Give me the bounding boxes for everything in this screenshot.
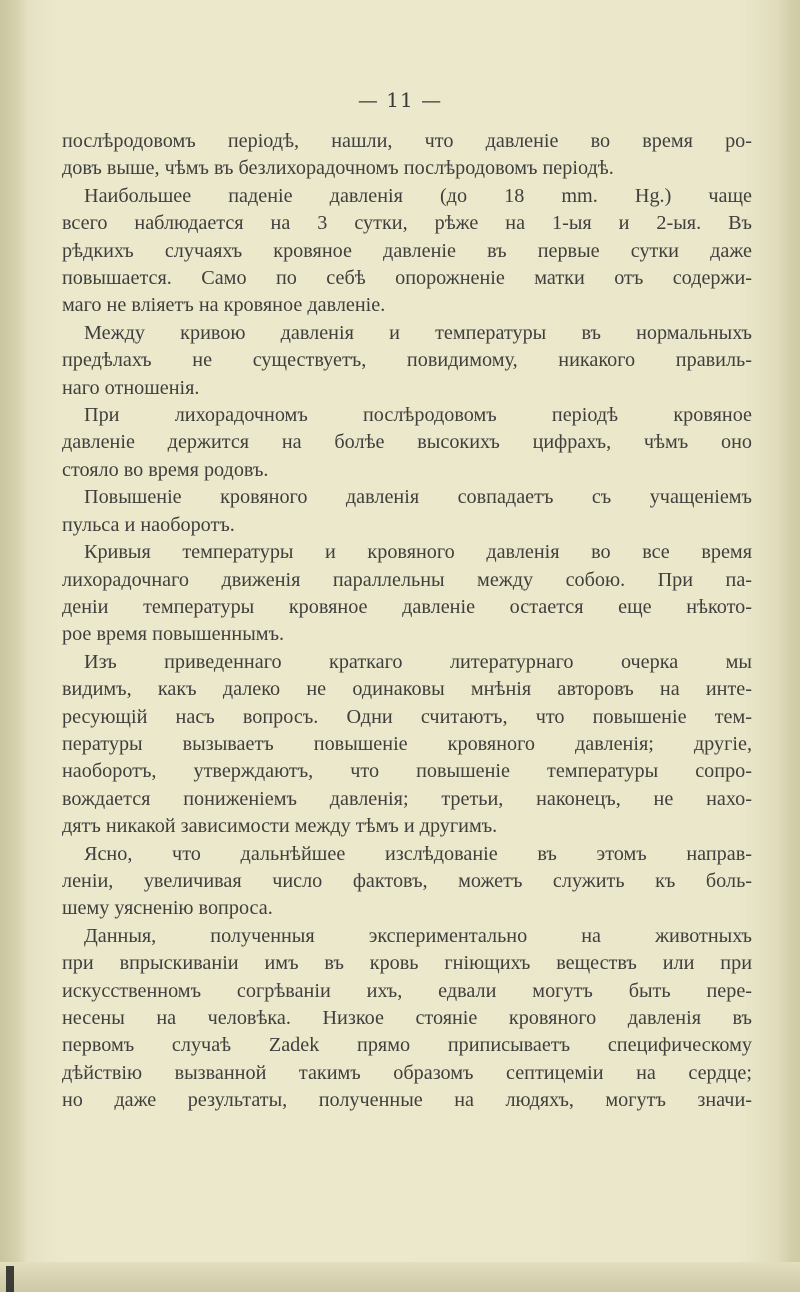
text-line: но даже результаты, полученные на людяхъ, могутъ значи- — [62, 1089, 752, 1112]
text-line: пературы вызываетъ повышеніе кровяного давленія; другіе, — [62, 732, 752, 755]
text-line: всего наблюдается на 3 сутки, рѣже на 1-ыя и 2-ыя. Въ — [62, 212, 752, 235]
text-line: леніи, увеличивая число фактовъ, можетъ служить къ боль- — [62, 869, 752, 892]
text-line: пульса и наоборотъ. — [62, 513, 235, 536]
text-line: При лихорадочномъ послѣродовомъ періодѣ кровяное — [84, 404, 752, 427]
text-line: Между кривою давленія и температуры въ нормальныхъ — [84, 321, 752, 344]
page-bottom-edge — [0, 1262, 800, 1292]
text-line: Повышеніе кровяного давленія совпадаетъ съ учащеніемъ — [84, 486, 752, 509]
text-line: наоборотъ, утверждаютъ, что повышеніе температуры сопро- — [62, 760, 752, 783]
text-line: вождается пониженіемъ давленія; третьи, наконецъ, не нахо- — [62, 787, 752, 810]
text-line: маго не вліяетъ на кровяное давленіе. — [62, 294, 386, 317]
body-text — [62, 128, 752, 1115]
text-line: искусственномъ согрѣваніи ихъ, едвали могутъ быть пере- — [62, 979, 752, 1002]
text-line: Ясно, что дальнѣйшее изслѣдованіе въ этомъ направ- — [84, 842, 752, 865]
text-line: лихорадочнаго движенія параллельны между собою. При па- — [62, 568, 752, 591]
text-line: дятъ никакой зависимости между тѣмъ и другимъ. — [62, 815, 498, 838]
text-line: при впрыскиваніи имъ въ кровь гніющихъ веществъ или при — [62, 952, 752, 975]
text-line: ресующій насъ вопросъ. Одни считаютъ, что повышеніе тем- — [62, 705, 752, 728]
page-right-shadow — [778, 0, 800, 1292]
text-line: предѣлахъ не существуетъ, повидимому, никакого правиль- — [62, 349, 752, 372]
text-line: рое время повышеннымъ. — [62, 623, 285, 646]
text-line: дѣйствію вызванной такимъ образомъ септицеміи на сердце; — [62, 1061, 752, 1084]
text-line: Наибольшее паденіе давленія (до 18 mm. Hg.) чаще — [84, 184, 752, 207]
text-line: деніи температуры кровяное давленіе остается еще нѣкото- — [62, 595, 752, 618]
text-line: несены на человѣка. Низкое стояніе кровяного давленія въ — [62, 1007, 752, 1029]
text-line: видимъ, какъ далеко не одинаковы мнѣнія авторовъ на инте- — [62, 678, 752, 701]
text-line: давленіе держится на болѣе высокихъ цифрахъ, чѣмъ оно — [62, 431, 752, 454]
binding-mark — [6, 1266, 14, 1292]
text-line: Данныя, полученныя экспериментально на животныхъ — [84, 924, 752, 947]
page-left-shadow — [0, 0, 28, 1292]
text-line: стояло во время родовъ. — [62, 458, 269, 481]
text-line: шему уясненію вопроса. — [62, 897, 273, 920]
text-line: Изъ приведеннаго краткаго литературнаго очерка мы — [84, 650, 752, 673]
text-line: первомъ случаѣ Zadek прямо приписываетъ специфическому — [62, 1034, 752, 1057]
text-line: довъ выше, чѣмъ въ безлихорадочномъ послѣродовомъ періодѣ. — [62, 157, 614, 180]
text-line: послѣродовомъ періодѣ, нашли, что давленіе во время ро- — [62, 130, 752, 152]
text-line: рѣдкихъ случаяхъ кровяное давленіе въ первые сутки даже — [62, 239, 752, 262]
text-line: наго отношенія. — [62, 376, 200, 399]
page-number-header: — 11 — — [357, 88, 443, 112]
text-line: повышается. Само по себѣ опорожненіе матки отъ содержи- — [62, 267, 752, 290]
text-line: Кривыя температуры и кровяного давленія во все время — [84, 541, 752, 564]
